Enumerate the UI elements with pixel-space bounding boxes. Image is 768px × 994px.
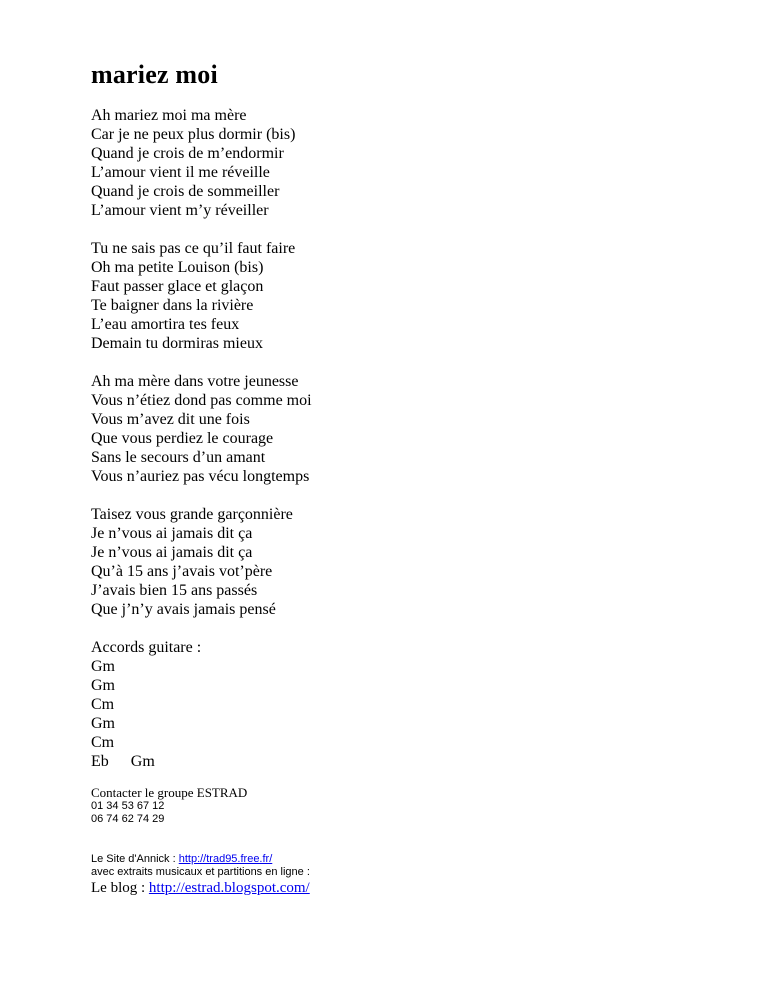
chord: Eb <box>91 753 109 770</box>
site-line <box>91 853 731 866</box>
chord-line: Gm <box>91 677 115 694</box>
stanza-2 <box>91 239 731 353</box>
lyric-line: Que vous perdiez le courage <box>91 430 274 447</box>
lyric-line: L’amour vient m’y réveiller <box>91 202 269 219</box>
phone-number: 06 74 62 74 29 <box>91 813 165 825</box>
chords-heading: Accords guitare : <box>91 639 202 656</box>
blog-link[interactable]: http://estrad.blogspot.com/ <box>148 880 310 896</box>
lyric-line: L’eau amortira tes feux <box>91 316 240 333</box>
lyric-line: Vous n’auriez pas vécu longtemps <box>91 468 310 485</box>
lyric-line: Ah mariez moi ma mère <box>91 107 247 124</box>
lyric-line: Taisez vous grande garçonnière <box>91 506 293 523</box>
lyric-line: Qu’à 15 ans j’avais vot’père <box>91 563 273 580</box>
site-link[interactable]: http://trad95.free.fr/ <box>178 853 273 865</box>
document-page <box>91 60 731 897</box>
chord-line: Cm <box>91 734 115 751</box>
lyric-line: Car je ne peux plus dormir (bis) <box>91 126 296 143</box>
lyric-line: Tu ne sais pas ce qu’il faut faire <box>91 240 296 257</box>
lyric-line: Quand je crois de sommeiller <box>91 183 280 200</box>
lyric-line: Je n’vous ai jamais dit ça <box>91 525 253 542</box>
contact-title: Contacter le groupe ESTRAD <box>91 785 248 800</box>
lyric-line: Oh ma petite Louison (bis) <box>91 259 264 276</box>
chord-line: Gm <box>91 715 115 732</box>
stanza-4 <box>91 505 731 619</box>
lyric-line: Que j’n’y avais jamais pensé <box>91 601 276 618</box>
chord-line: Gm <box>91 658 115 675</box>
lyric-line: Demain tu dormiras mieux <box>91 335 263 352</box>
stanza-3 <box>91 372 731 486</box>
contact-block <box>91 785 731 826</box>
extracts-note: avec extraits musicaux et partitions en ligne : <box>91 866 310 878</box>
chord: Gm <box>130 753 155 770</box>
site-label: Le Site d'Annick : <box>91 853 179 865</box>
lyric-line: Vous n’étiez dond pas comme moi <box>91 392 312 409</box>
chord-line: Cm <box>91 696 115 713</box>
lyric-line: Je n’vous ai jamais dit ça <box>91 544 253 561</box>
guitar-chords <box>91 638 731 771</box>
lyric-line: Faut passer glace et glaçon <box>91 278 264 295</box>
lyric-line: J’avais bien 15 ans passés <box>91 582 258 599</box>
lyric-line: Quand je crois de m’endormir <box>91 145 284 162</box>
blog-label: Le blog : <box>91 880 149 896</box>
lyric-line: Sans le secours d’un amant <box>91 449 266 466</box>
phone-number: 01 34 53 67 12 <box>91 800 165 812</box>
links-block <box>91 853 731 897</box>
song-title: mariez moi <box>91 60 218 89</box>
chord-line-last <box>91 752 731 771</box>
lyric-line: L’amour vient il me réveille <box>91 164 270 181</box>
stanza-1 <box>91 106 731 220</box>
lyric-line: Te baigner dans la rivière <box>91 297 254 314</box>
blog-line <box>91 879 731 897</box>
lyric-line: Vous m’avez dit une fois <box>91 411 250 428</box>
lyric-line: Ah ma mère dans votre jeunesse <box>91 373 299 390</box>
